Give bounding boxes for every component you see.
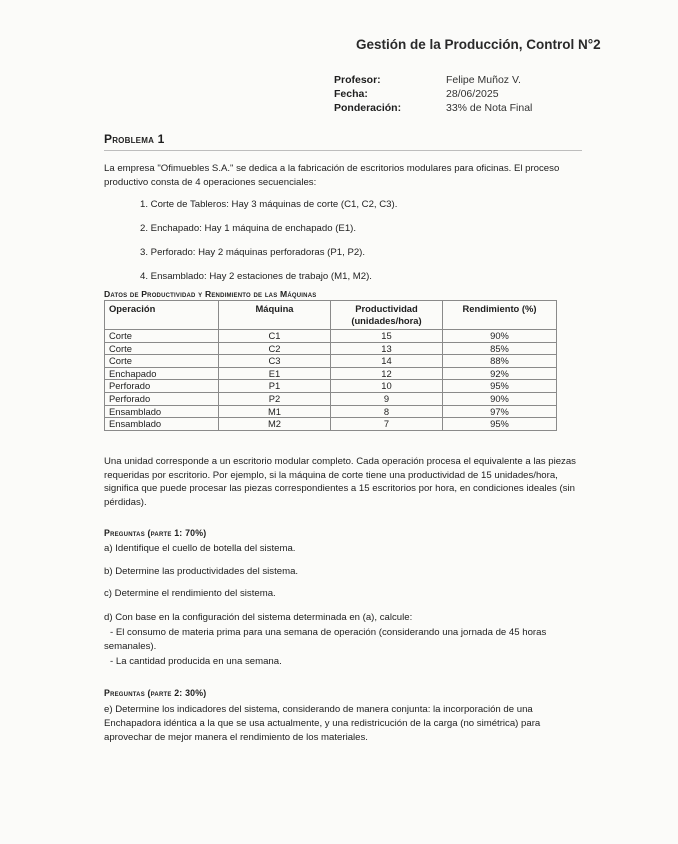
cell-rendimiento: 90% [443, 330, 557, 343]
cell-rendimiento: 95% [443, 380, 557, 393]
cell-operacion: Perforado [105, 392, 219, 405]
meta-row-profesor [334, 73, 532, 87]
table-row [105, 392, 557, 405]
cell-maquina: M1 [219, 405, 331, 418]
document-meta [334, 73, 532, 115]
cell-operacion: Corte [105, 342, 219, 355]
question-d: d) Con base en la configuración del sistema determinada en (a), calcule: [104, 612, 413, 623]
cell-maquina: E1 [219, 367, 331, 380]
table-row [105, 342, 557, 355]
productivity-table [104, 300, 557, 431]
cell-productividad: 9 [331, 392, 443, 405]
section-divider [104, 150, 582, 151]
column-header-operacion: Operación [105, 301, 219, 330]
document-title: Gestión de la Producción, Control N°2 [356, 37, 601, 52]
question-b: b) Determine las productividades del sistema. [104, 566, 299, 577]
meta-row-ponderacion [334, 101, 532, 115]
cell-operacion: Ensamblado [105, 405, 219, 418]
cell-operacion: Perforado [105, 380, 219, 393]
question-a: a) Identifique el cuello de botella del sistema. [104, 543, 296, 554]
table-row [105, 405, 557, 418]
cell-productividad: 14 [331, 355, 443, 368]
meta-value: 33% de Nota Final [446, 102, 533, 114]
operations-list [140, 198, 397, 294]
cell-rendimiento: 88% [443, 355, 557, 368]
table-row [105, 418, 557, 431]
cell-productividad: 15 [331, 330, 443, 343]
meta-label: Profesor: [334, 74, 381, 86]
table-row [105, 380, 557, 393]
cell-maquina: C2 [219, 342, 331, 355]
operation-item: 2. Enchapado: Hay 1 máquina de enchapado (E1). [140, 223, 357, 234]
operation-item: 1. Corte de Tableros: Hay 3 máquinas de corte (C1, C2, C3). [140, 199, 398, 210]
problem-intro: La empresa "Ofimuebles S.A." se dedica a la fabricación de escritorios modulares para oficinas. El proceso productivo consta de 4 operaciones secuenciales: [104, 163, 560, 188]
cell-maquina: P2 [219, 392, 331, 405]
cell-maquina: C3 [219, 355, 331, 368]
cell-rendimiento: 90% [443, 392, 557, 405]
cell-maquina: C1 [219, 330, 331, 343]
question-e: e) Determine los indicadores del sistema, considerando de manera conjunta: la incorporación de una Enchapadora idéntica a la que se usa actualmente, y una redistricución de la carga (no simétrica) para aprovechar de mejor manera el rendimiento de los materiales. [104, 704, 541, 743]
meta-value: 28/06/2025 [446, 88, 499, 100]
cell-productividad: 10 [331, 380, 443, 393]
unit-note: Una unidad corresponde a un escritorio modular completo. Cada operación procesa el equivalente a las piezas requeridas por escritorio. Por ejemplo, si la máquina de corte tiene una productividad de 15 unidades/hora, significa que puede procesar las piezas correspondientes a 15 escritorios por hora, en condiciones ideales (sin pérdidas). [104, 456, 576, 508]
cell-operacion: Enchapado [105, 367, 219, 380]
cell-productividad: 8 [331, 405, 443, 418]
cell-operacion: Corte [105, 330, 219, 343]
question-d-item-2: - La cantidad producida en una semana. [110, 656, 282, 667]
cell-rendimiento: 85% [443, 342, 557, 355]
problem-title: Problema 1 [104, 132, 165, 146]
table-caption: Datos de Productividad y Rendimiento de las Máquinas [104, 289, 317, 299]
table-row [105, 330, 557, 343]
meta-label: Fecha: [334, 88, 368, 100]
question-c: c) Determine el rendimiento del sistema. [104, 588, 276, 599]
part1-heading: Preguntas (parte 1: 70%) [104, 528, 207, 538]
cell-maquina: P1 [219, 380, 331, 393]
operation-item: 3. Perforado: Hay 2 máquinas perforadoras (P1, P2). [140, 247, 366, 258]
cell-operacion: Ensamblado [105, 418, 219, 431]
question-d-item-1: - El consumo de materia prima para una semana de operación (considerando una jornada de 45 horas semanales). [104, 627, 547, 652]
table-row [105, 355, 557, 368]
meta-value: Felipe Muñoz V. [446, 74, 521, 86]
cell-rendimiento: 97% [443, 405, 557, 418]
cell-operacion: Corte [105, 355, 219, 368]
cell-productividad: 7 [331, 418, 443, 431]
cell-rendimiento: 92% [443, 367, 557, 380]
column-header-rendimiento: Rendimiento (%) [443, 301, 557, 330]
cell-rendimiento: 95% [443, 418, 557, 431]
cell-productividad: 13 [331, 342, 443, 355]
meta-label: Ponderación: [334, 102, 402, 114]
operation-item: 4. Ensamblado: Hay 2 estaciones de trabajo (M1, M2). [140, 271, 372, 282]
cell-productividad: 12 [331, 367, 443, 380]
meta-row-fecha [334, 87, 532, 101]
part2-heading: Preguntas (parte 2: 30%) [104, 688, 207, 698]
column-header-productividad: Productividad (unidades/hora) [331, 301, 443, 330]
column-header-maquina: Máquina [219, 301, 331, 330]
table-row [105, 367, 557, 380]
table-header-row [105, 301, 557, 330]
cell-maquina: M2 [219, 418, 331, 431]
